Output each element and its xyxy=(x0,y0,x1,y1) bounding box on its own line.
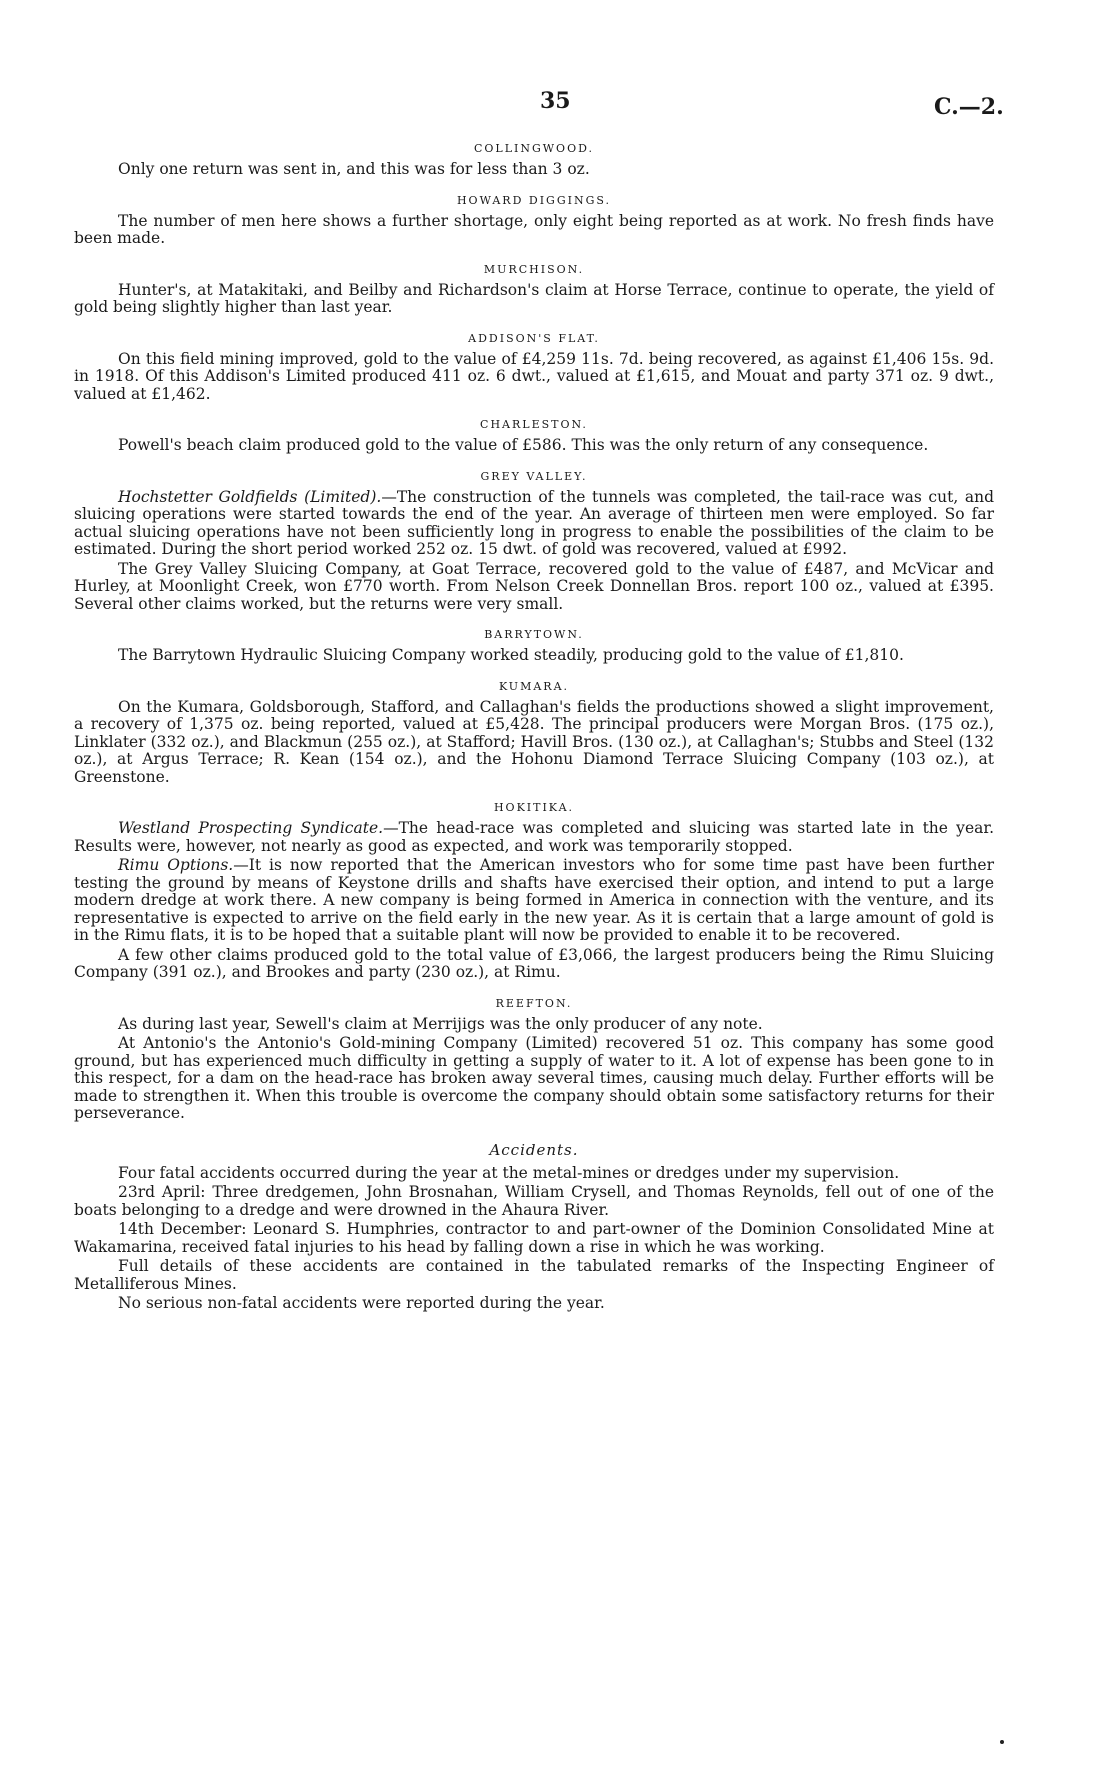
paragraph: Full details of these accidents are contained in the tabulated remarks of the Inspecting Engineer of Metalliferous Mines. xyxy=(74,1257,994,1293)
paragraph xyxy=(74,857,994,945)
paragraph xyxy=(74,820,994,855)
section-heading: REEFTON. xyxy=(495,996,573,1010)
section-barrytown xyxy=(74,628,994,665)
section-heading: GREY VALLEY. xyxy=(480,469,588,483)
paragraph: On the Kumara, Goldsborough, Stafford, and Callaghan's fields the productions showed a slight improvement, a recovery of 1,375 oz. being reported, valued at £5,428. The principal producers were Morgan Bros. (175 oz.), Linklater (332 oz.), and Blackmun (255 oz.), at Stafford; Havill Bros. (130 oz.), at Callaghan's; Stubbs and Steel (132 oz.), at Argus Terrace; R. Kean (154 oz.), and the Hohonu Diamond Terrace Sluicing Company (103 oz.), at Greenstone. xyxy=(74,697,994,786)
paragraph-lead: Hochstetter Goldfields (Limited). xyxy=(118,487,382,506)
section-grey-valley xyxy=(74,470,994,614)
section-heading: HOWARD DIGGINGS. xyxy=(456,193,612,207)
paragraph: No serious non-fatal accidents were reported during the year. xyxy=(118,1294,605,1312)
paragraph: On this field mining improved, gold to the value of £4,259 11s. 7d. being recovered, as against £1,406 15s. 9d. in 1918. Of this Addison's Limited produced 411 oz. 6 dwt., valued at £1,615, and Mouat and party 371 oz. 9 dwt., valued at £1,462. xyxy=(74,349,994,403)
paragraph: Only one return was sent in, and this was for less than 3 oz. xyxy=(118,160,590,178)
printer-mark xyxy=(1000,1740,1004,1744)
paragraph: As during last year, Sewell's claim at Merrijigs was the only producer of any note. xyxy=(118,1014,763,1033)
paragraph: The Barrytown Hydraulic Sluicing Company worked steadily, producing gold to the value of £1,810. xyxy=(118,646,904,664)
paragraph-text: —The head-race was completed and sluicing was started late in the year. Results were, however, not nearly as good as expected, and work was temporarily stopped. xyxy=(74,819,994,855)
section-charleston xyxy=(74,418,994,455)
paragraph: The number of men here shows a further shortage, only eight being reported as at work. No fresh finds have been made. xyxy=(74,211,994,247)
section-heading: MURCHISON. xyxy=(483,262,585,276)
paragraph: 23rd April: Three dredgemen, John Brosnahan, William Crysell, and Thomas Reynolds, fell out of one of the boats belonging to a dredge and were drowned in the Ahaura River. xyxy=(74,1183,994,1219)
paragraph: The Grey Valley Sluicing Company, at Goat Terrace, recovered gold to the value of £487, and McVicar and Hurley, at Moonlight Creek, won £770 worth. From Nelson Creek Donnellan Bros. report 100 oz., valued at £395. Several other claims worked, but the returns were very small. xyxy=(74,559,994,613)
section-reefton xyxy=(74,997,994,1123)
section-heading: CHARLESTON. xyxy=(480,418,588,431)
section-howard-diggings xyxy=(74,194,994,248)
paragraph: A few other claims produced gold to the total value of £3,066, the largest producers being the Rimu Sluicing Company (391 oz.), and Brookes and party (230 oz.), at Rimu. xyxy=(74,945,994,981)
section-addisons-flat xyxy=(74,332,994,404)
paragraph-lead: Rimu Options. xyxy=(118,856,234,874)
section-heading: COLLINGWOOD. xyxy=(473,142,595,155)
section-accidents xyxy=(74,1141,994,1313)
section-heading: KUMARA. xyxy=(498,679,570,693)
section-kumara xyxy=(74,680,994,787)
section-collingwood xyxy=(74,142,994,179)
page-number: 35 xyxy=(540,88,571,114)
paragraph-lead: Westland Prospecting Syndicate. xyxy=(118,819,384,837)
paragraph: At Antonio's the Antonio's Gold-mining Company (Limited) recovered 51 oz. This company has some good ground, but has experienced much difficulty in getting a supply of water to it. A lot of expense has been gone to in this respect, for a dam on the head-race has broken away several times, causing much delay. Further efforts will be made to strengthen it. When this trouble is overcome the company should obtain some satisfactory returns for their perseverance. xyxy=(74,1034,994,1122)
paragraph: Four fatal accidents occurred during the year at the metal-mines or dredges under my supervision. xyxy=(118,1163,900,1182)
report-body xyxy=(74,142,994,1313)
section-heading: ADDISON'S FLAT. xyxy=(468,331,600,345)
paragraph-text: —The construction of the tunnels was completed, the tail-race was cut, and sluicing operations were started towards the end of the year. An average of thirteen men were employed. So far actual sluicing operations have not been sufficiently long in progress to enable the possibilities of the claim to be estimated. During the short period worked 252 oz. 15 dwt. of gold was recovered, valued at £992. xyxy=(74,487,995,558)
paragraph: 14th December: Leonard S. Humphries, contractor to and part-owner of the Dominion Consolidated Mine at Wakamarina, received fatal injuries to his head by falling down a rise in which he was working. xyxy=(74,1220,994,1256)
paragraph: Powell's beach claim produced gold to the value of £586. This was the only return of any consequence. xyxy=(118,436,929,454)
section-heading: Accidents. xyxy=(489,1140,579,1159)
section-heading: HOKITIKA. xyxy=(493,801,575,814)
section-hokitika xyxy=(74,801,994,982)
section-murchison xyxy=(74,263,994,317)
document-reference: C.—2. xyxy=(934,94,1004,120)
paragraph xyxy=(74,489,994,559)
paragraph: Hunter's, at Matakitaki, and Beilby and Richardson's claim at Horse Terrace, continue to operate, the yield of gold being slightly higher than last year. xyxy=(74,280,994,316)
section-heading: BARRYTOWN. xyxy=(484,628,584,641)
paragraph-text: —It is now reported that the American investors who for some time past have been further testing the ground by means of Keystone drills and shafts have exercised their option, and intend to put a large modern dredge at work there. A new company is being formed in America in connection with the venture, and its representative is expected to arrive on the field early in the new year. As it is certain that a large amount of gold is in the Rimu flats, it is to be hoped that a suitable plant will now be provided to enable it to be recovered. xyxy=(74,856,995,944)
